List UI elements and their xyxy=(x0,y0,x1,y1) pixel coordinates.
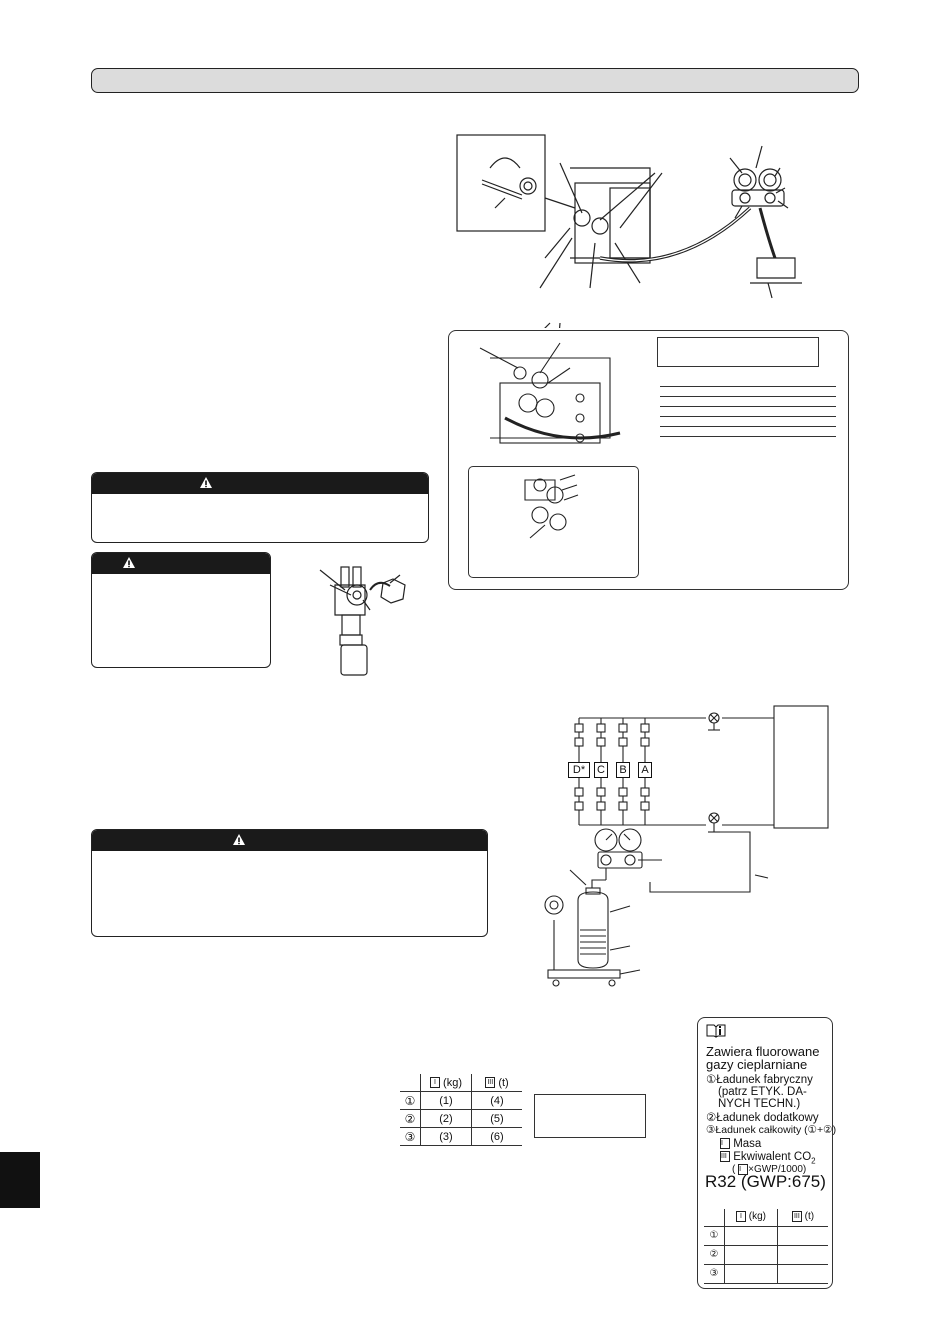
table-row: ① (1) (4) xyxy=(400,1092,522,1110)
warning-header xyxy=(92,473,428,494)
table-row: ② (2) (5) xyxy=(400,1110,522,1128)
fgas-label-sticker: Zawiera fluorowane gazy cieplarniane ①Ładunek fabryczny (patrz ETYK. DA- NYCH TECHN.) ②Ładunek dodatkowy ③Ładunek całkowity (①+②) I Masa III Ekwiwalent $CO_2$ ( I ×GWP/1000) R32 (GWP:675) I (kg) III (t) ① ② ③ xyxy=(697,1017,833,1289)
warning-header xyxy=(92,830,487,851)
box-one-icon: I xyxy=(720,1138,730,1149)
section-header-bar xyxy=(91,68,859,93)
warning-triangle-icon xyxy=(199,476,213,489)
caution-box xyxy=(91,552,271,668)
box-one-icon: I xyxy=(736,1211,746,1222)
circuit-label-d: D* xyxy=(568,762,590,778)
table-row: ② xyxy=(704,1246,828,1265)
side-tab xyxy=(0,1152,40,1208)
table-row: ③ xyxy=(704,1265,828,1284)
refrigerant-name: R32 (GWP:675) xyxy=(705,1172,826,1191)
warning-box-2 xyxy=(91,829,488,937)
caution-header xyxy=(92,553,270,574)
box-one-icon: I xyxy=(738,1164,748,1175)
info-book-icon xyxy=(706,1023,726,1038)
gauge-manifold-illustration xyxy=(450,128,850,328)
warning-triangle-icon xyxy=(122,556,136,569)
circuit-label-a: A xyxy=(638,762,652,778)
refrigerant-charging-diagram xyxy=(540,700,840,990)
table-header-row: I (kg) III (t) xyxy=(400,1074,522,1092)
warning-triangle-icon xyxy=(232,833,246,846)
box-three-icon: III xyxy=(720,1151,730,1162)
box-one-icon: I xyxy=(430,1077,440,1088)
warning-box-1 xyxy=(91,472,429,543)
flare-nut-drawing xyxy=(500,470,610,570)
circuit-label-b: B xyxy=(616,762,630,778)
box-three-icon: III xyxy=(792,1211,802,1222)
service-port-detail-drawing xyxy=(470,338,630,458)
circuit-label-c: C xyxy=(594,762,608,778)
charge-table xyxy=(400,1074,522,1146)
valve-cap-illustration xyxy=(315,555,415,680)
blank-label-frame xyxy=(534,1094,646,1138)
table-row: ③ (3) (6) xyxy=(400,1128,522,1146)
box-three-icon: III xyxy=(485,1077,495,1088)
sticker-charge-table: I (kg) III (t) ① ② ③ xyxy=(704,1209,828,1284)
table-row: ① xyxy=(704,1227,828,1246)
label-frame xyxy=(657,337,819,367)
